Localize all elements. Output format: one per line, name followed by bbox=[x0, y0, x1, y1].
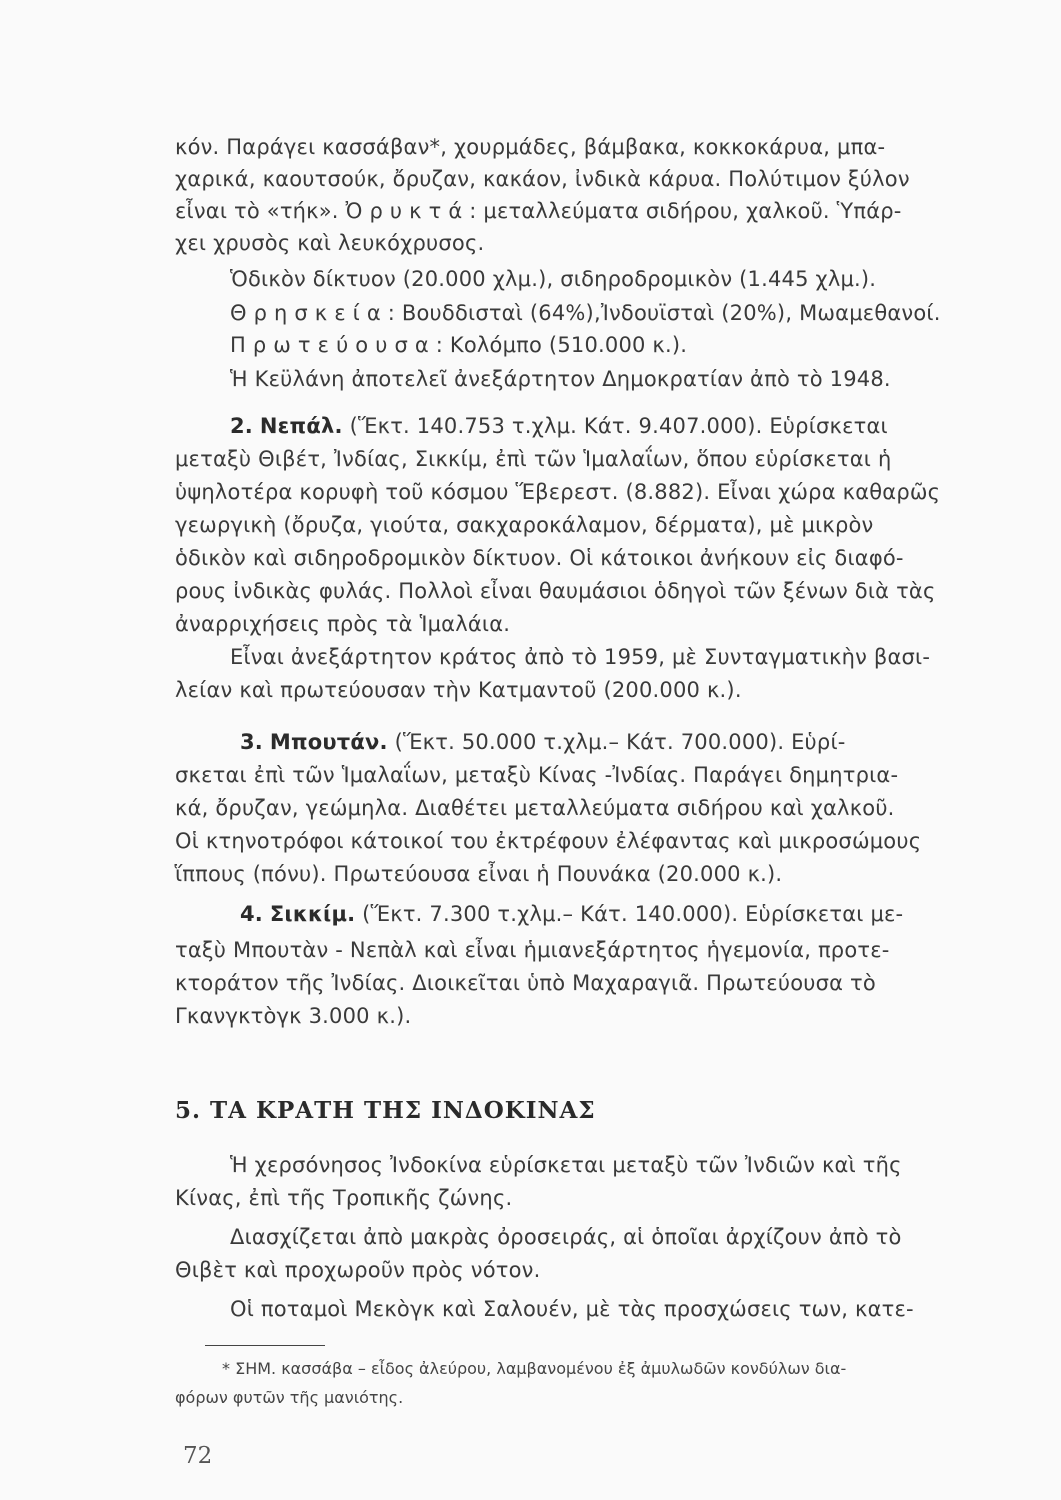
text-line: Ἡ χερσόνησος Ἰνδοκίνα εὑρίσκεται μεταξὺ τῶν Ἰνδιῶν καὶ τῆς bbox=[230, 1153, 902, 1177]
text-line: γεωργικὴ (ὄρυζα, γιούτα, σακχαροκάλαμον, δέρματα), μὲ μικρὸν bbox=[175, 513, 874, 537]
text-line: χαρικά, καουτσούκ, ὄρυζαν, κακάον, ἰνδικὰ κάρυα. Πολύτιμον ξύλον bbox=[175, 167, 910, 191]
text-line: εἶναι τὸ «τήκ». Ὀ ρ υ κ τ ά : μεταλλεύματα σιδήρου, χαλκοῦ. Ὑπάρ- bbox=[175, 199, 902, 223]
text-line: Εἶναι ἀνεξάρτητον κράτος ἀπὸ τὸ 1959, μὲ Συνταγματικὴν βασι- bbox=[230, 645, 931, 669]
nepal-number: 2. bbox=[230, 414, 253, 438]
footnote-rule bbox=[205, 1345, 325, 1346]
text-line: χει χρυσὸς καὶ λευκόχρυσος. bbox=[175, 231, 485, 255]
text-line: Διασχίζεται ἀπὸ μακρὰς ὀροσειράς, αἱ ὁποῖαι ἀρχίζουν ἀπὸ τὸ bbox=[230, 1225, 902, 1249]
text-line: Οἱ ποταμοὶ Μεκὸγκ καὶ Σαλουέν, μὲ τὰς προσχώσεις των, κατε- bbox=[230, 1297, 914, 1321]
sikkim-stats: (Ἕκτ. 7.300 τ.χλμ.– Κάτ. 140.000). Εὑρίσκεται με- bbox=[362, 902, 904, 926]
nepal-name: Νεπάλ. bbox=[259, 414, 343, 438]
bhutan-stats: (Ἕκτ. 50.000 τ.χλμ.– Κάτ. 700.000). Εὑρί- bbox=[394, 730, 846, 754]
text-line: Π ρ ω τ ε ύ ο υ σ α : Κολόμπο (510.000 κ.). bbox=[230, 333, 688, 357]
bhutan-name: Μπουτάν. bbox=[269, 730, 388, 754]
text-line: κά, ὄρυζαν, γεώμηλα. Διαθέτει μεταλλεύματα σιδήρου καὶ χαλκοῦ. bbox=[175, 796, 895, 820]
text-line: κόν. Παράγει κασσάβαν*, χουρμάδες, βάμβακα, κοκκοκάρυα, μπα- bbox=[175, 135, 886, 159]
text-line: Θ ρ η σ κ ε ί α : Βουδδισταὶ (64%),Ἰνδουϊσταὶ (20%), Μωαμεθανοί. bbox=[230, 301, 941, 325]
nepal-heading-line bbox=[230, 411, 888, 441]
footnote-line: φόρων φυτῶν τῆς μανιότης. bbox=[175, 1388, 404, 1407]
footnote-line: * ΣΗΜ. κασσάβα – εἶδος ἀλεύρου, λαμβανομένου ἐξ ἀμυλωδῶν κονδύλων δια- bbox=[222, 1359, 847, 1378]
text-line: κτοράτον τῆς Ἰνδίας. Διοικεῖται ὑπὸ Μαχαραγιᾶ. Πρωτεύουσα τὸ bbox=[175, 971, 876, 995]
text-line: ὑψηλοτέρα κορυφὴ τοῦ κόσμου Ἕβερεστ. (8.882). Εἶναι χώρα καθαρῶς bbox=[175, 480, 941, 504]
text-line: ἀναρριχήσεις πρὸς τὰ Ἱμαλάια. bbox=[175, 612, 511, 636]
text-line: Κίνας, ἐπὶ τῆς Τροπικῆς ζώνης. bbox=[175, 1186, 513, 1210]
text-line: ἵππους (πόνυ). Πρωτεύουσα εἶναι ἡ Πουνάκα (20.000 κ.). bbox=[175, 862, 783, 886]
text-line: ρους ἰνδικὰς φυλάς. Πολλοὶ εἶναι θαυμάσιοι ὁδηγοὶ τῶν ξένων διὰ τὰς bbox=[175, 579, 936, 603]
sikkim-number: 4. bbox=[240, 902, 263, 926]
text-line: Ἡ Κεϋλάνη ἀποτελεῖ ἀνεξάρτητον Δημοκρατίαν ἀπὸ τὸ 1948. bbox=[230, 367, 891, 391]
text-line: λείαν καὶ πρωτεύουσαν τὴν Κατμαντοῦ (200.000 κ.). bbox=[175, 678, 742, 702]
sikkim-name: Σικκίμ. bbox=[269, 902, 356, 926]
text-line: σκεται ἐπὶ τῶν Ἱμαλαΐων, μεταξὺ Κίνας -Ἰνδίας. Παράγει δημητρια- bbox=[175, 763, 899, 787]
text-line: ταξὺ Μπουτὰν - Νεπὰλ καὶ εἶναι ἡμιανεξάρτητος ἡγεμονία, προτε- bbox=[175, 938, 890, 962]
sikkim-heading-line bbox=[240, 899, 903, 929]
text-line: μεταξὺ Θιβέτ, Ἰνδίας, Σικκίμ, ἐπὶ τῶν Ἱμαλαΐων, ὅπου εὑρίσκεται ἡ bbox=[175, 447, 892, 471]
nepal-stats: (Ἕκτ. 140.753 τ.χλμ. Κάτ. 9.407.000). Εὑρίσκεται bbox=[349, 414, 888, 438]
bhutan-number: 3. bbox=[240, 730, 263, 754]
text-line: Οἱ κτηνοτρόφοι κάτοικοί του ἐκτρέφουν ἐλέφαντας καὶ μικροσώμους bbox=[175, 829, 922, 853]
text-line: ὁδικὸν καὶ σιδηροδρομικὸν δίκτυον. Οἱ κάτοικοι ἀνήκουν εἰς διαφό- bbox=[175, 546, 904, 570]
text-line: Γκανγκτὸγκ 3.000 κ.). bbox=[175, 1004, 412, 1028]
page-number: 72 bbox=[183, 1443, 213, 1469]
text-line: Θιβὲτ καὶ προχωροῦν πρὸς νότον. bbox=[175, 1258, 541, 1282]
text-line: Ὁδικὸν δίκτυον (20.000 χλμ.), σιδηροδρομικὸν (1.445 χλμ.). bbox=[230, 267, 877, 291]
section-heading: 5. ΤΑ ΚΡΑΤΗ ΤΗΣ ΙΝΔΟΚΙΝΑΣ bbox=[175, 1097, 596, 1124]
bhutan-heading-line bbox=[240, 727, 846, 757]
